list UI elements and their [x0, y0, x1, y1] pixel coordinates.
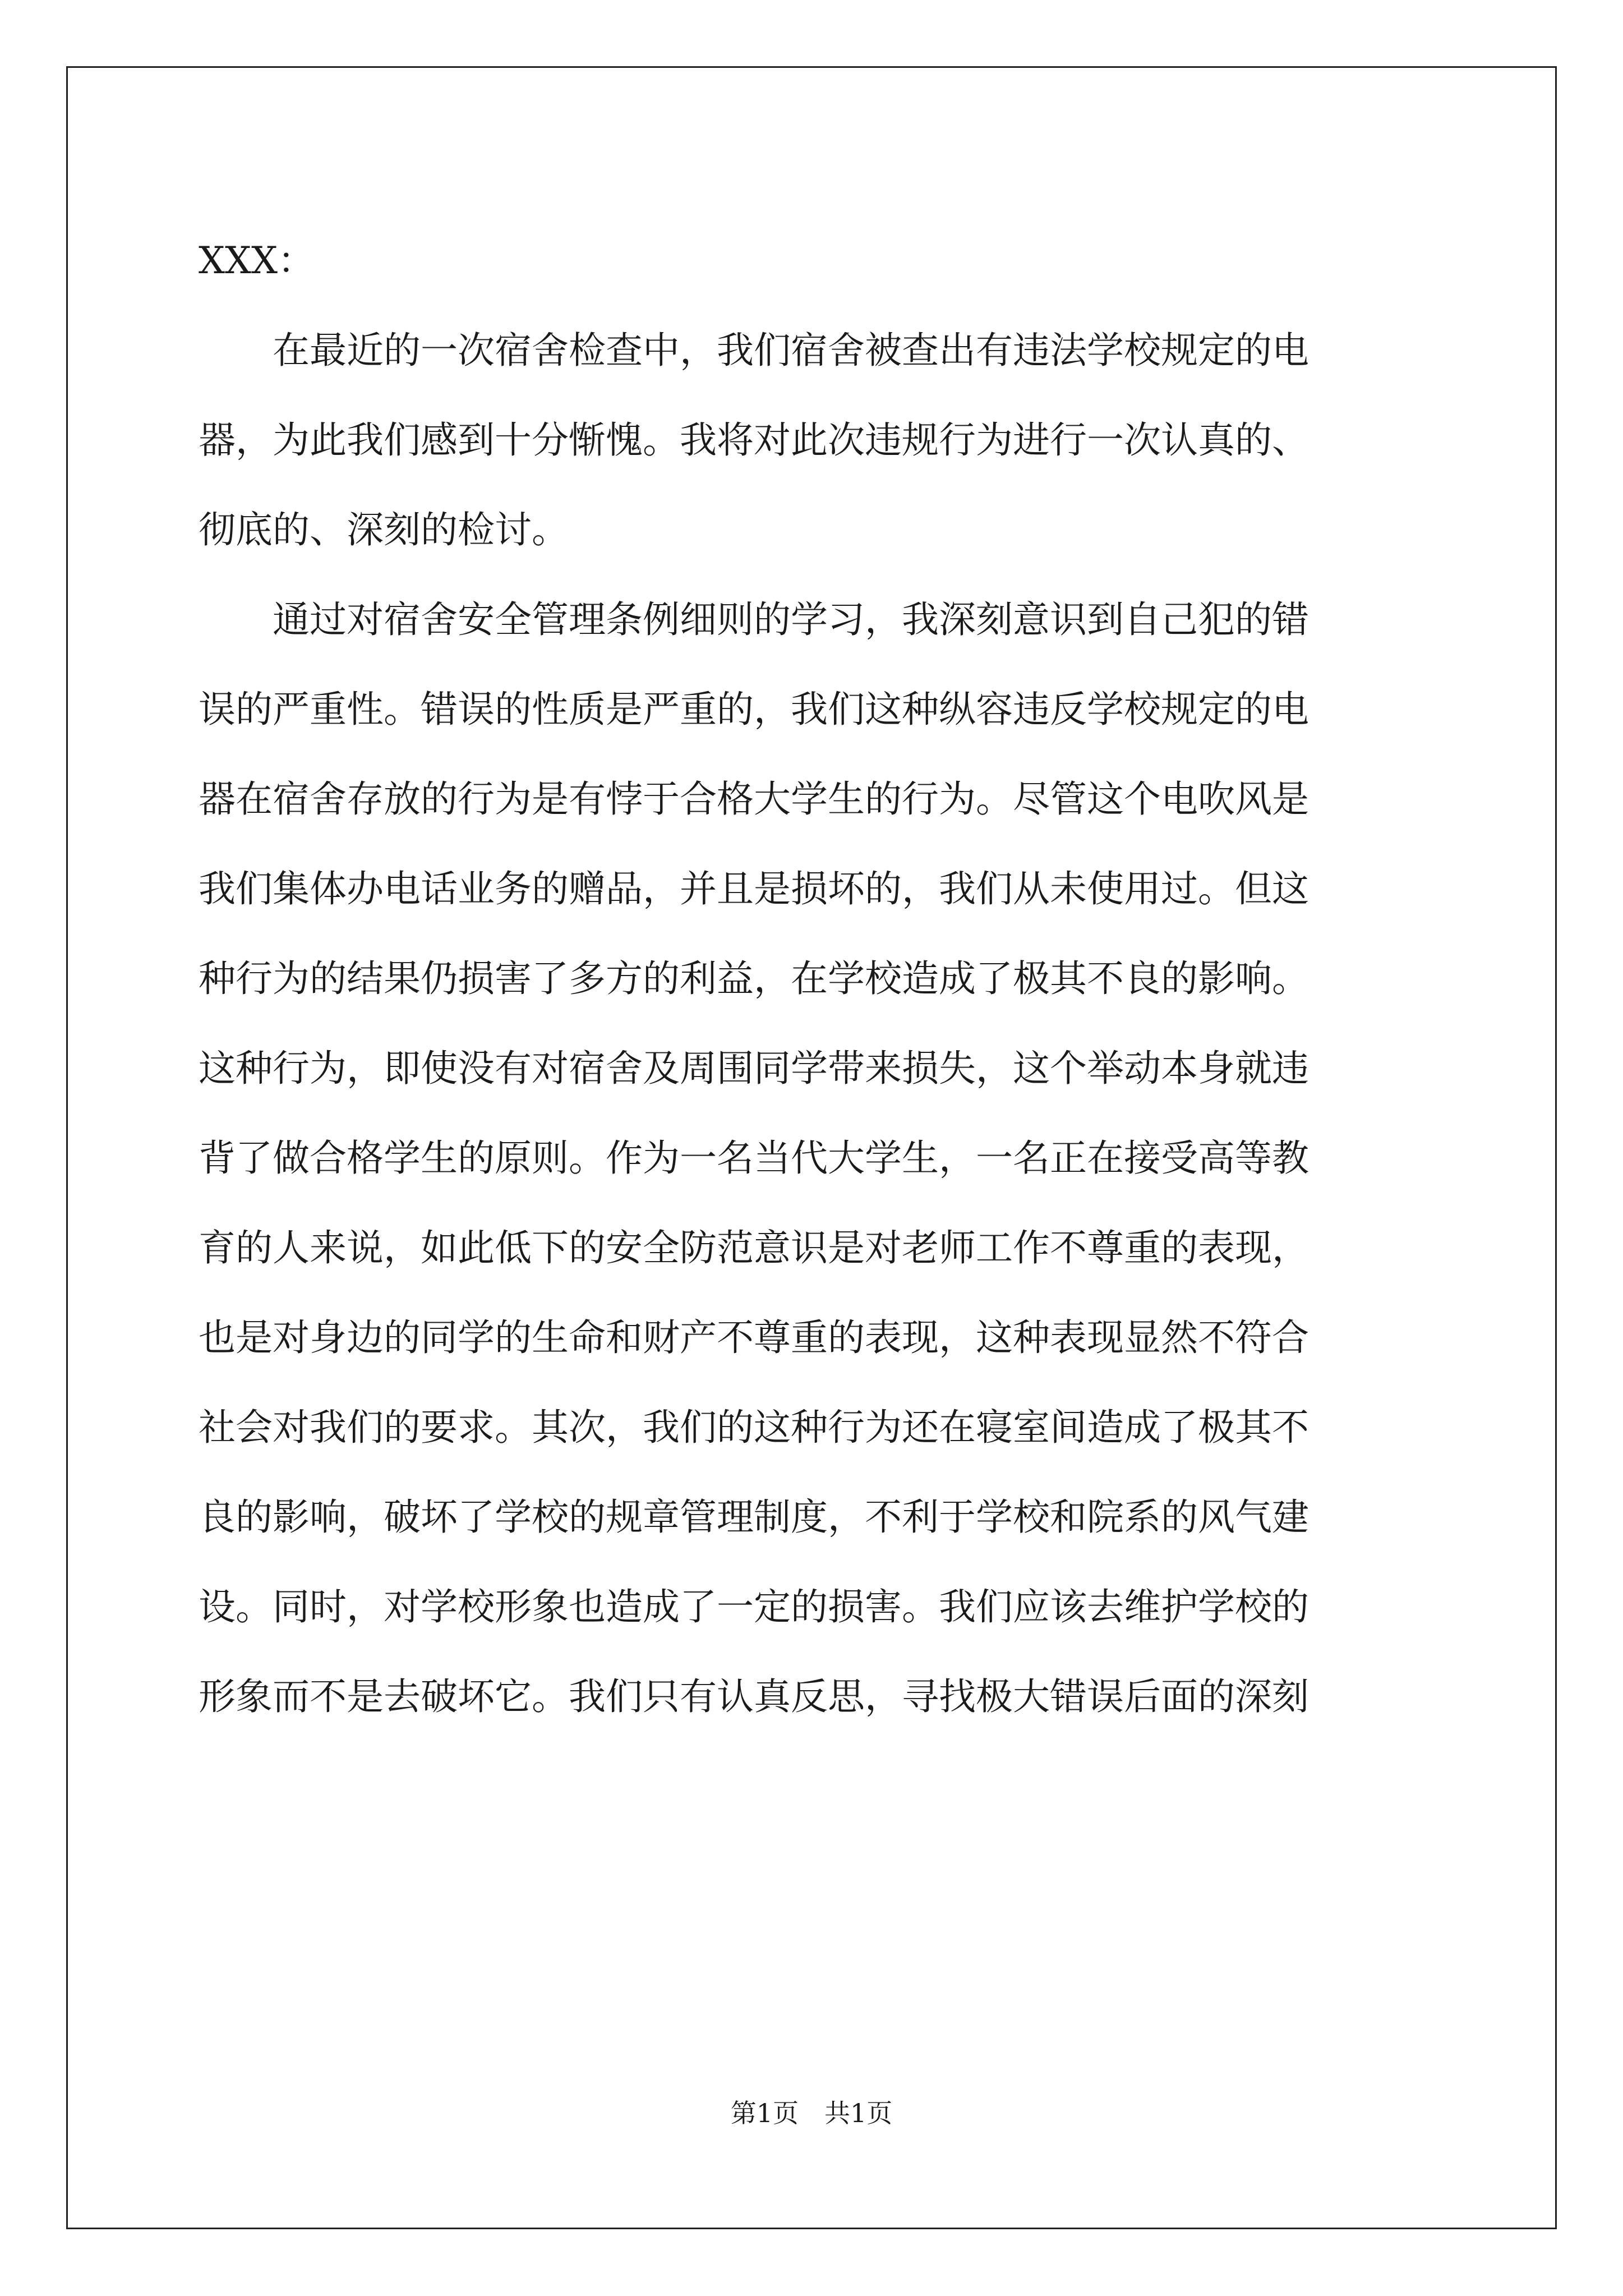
document-body: [199, 216, 1431, 1742]
text-line: 彻底的、深刻的检讨。: [199, 508, 569, 551]
text-line: 器，为此我们感到十分惭愧。我将对此次违规行为进行一次认真的、: [199, 418, 1309, 462]
text-line: 也是对身边的同学的生命和财产不尊重的表现，这种表现显然不符合: [199, 1316, 1309, 1359]
page-number-footer: 第1页 共1页: [730, 2098, 893, 2128]
text-line: 良的影响，破坏了学校的规章管理制度，不利于学校和院系的风气建: [199, 1496, 1309, 1539]
salutation-line: XXX：: [199, 239, 315, 282]
text-line: 在最近的一次宿舍检查中，我们宿舍被查出有违法学校规定的电: [199, 329, 1309, 372]
text-line: 形象而不是去破坏它。我们只有认真反思，寻找极大错误后面的深刻: [199, 1675, 1309, 1718]
text-line: 设。同时，对学校形象也造成了一定的损害。我们应该去维护学校的: [199, 1585, 1309, 1628]
text-line: 这种行为，即使没有对宿舍及周围同学带来损失，这个举动本身就违: [199, 1047, 1309, 1090]
text-line: 育的人来说，如此低下的安全防范意识是对老师工作不尊重的表现，: [199, 1226, 1309, 1269]
text-line: 社会对我们的要求。其次，我们的这种行为还在寝室间造成了极其不: [199, 1406, 1309, 1449]
text-line: 我们集体办电话业务的赠品，并且是损坏的，我们从未使用过。但这: [199, 867, 1309, 910]
text-line: 背了做合格学生的原则。作为一名当代大学生，一名正在接受高等教: [199, 1137, 1309, 1180]
text-line: 器在宿舍存放的行为是有悖于合格大学生的行为。尽管这个电吹风是: [199, 777, 1309, 821]
text-line: 误的严重性。错误的性质是严重的，我们这种纵容违反学校规定的电: [199, 688, 1309, 731]
text-line: 种行为的结果仍损害了多方的利益，在学校造成了极其不良的影响。: [199, 957, 1309, 1000]
text-line: 通过对宿舍安全管理条例细则的学习，我深刻意识到自己犯的错: [199, 598, 1309, 641]
